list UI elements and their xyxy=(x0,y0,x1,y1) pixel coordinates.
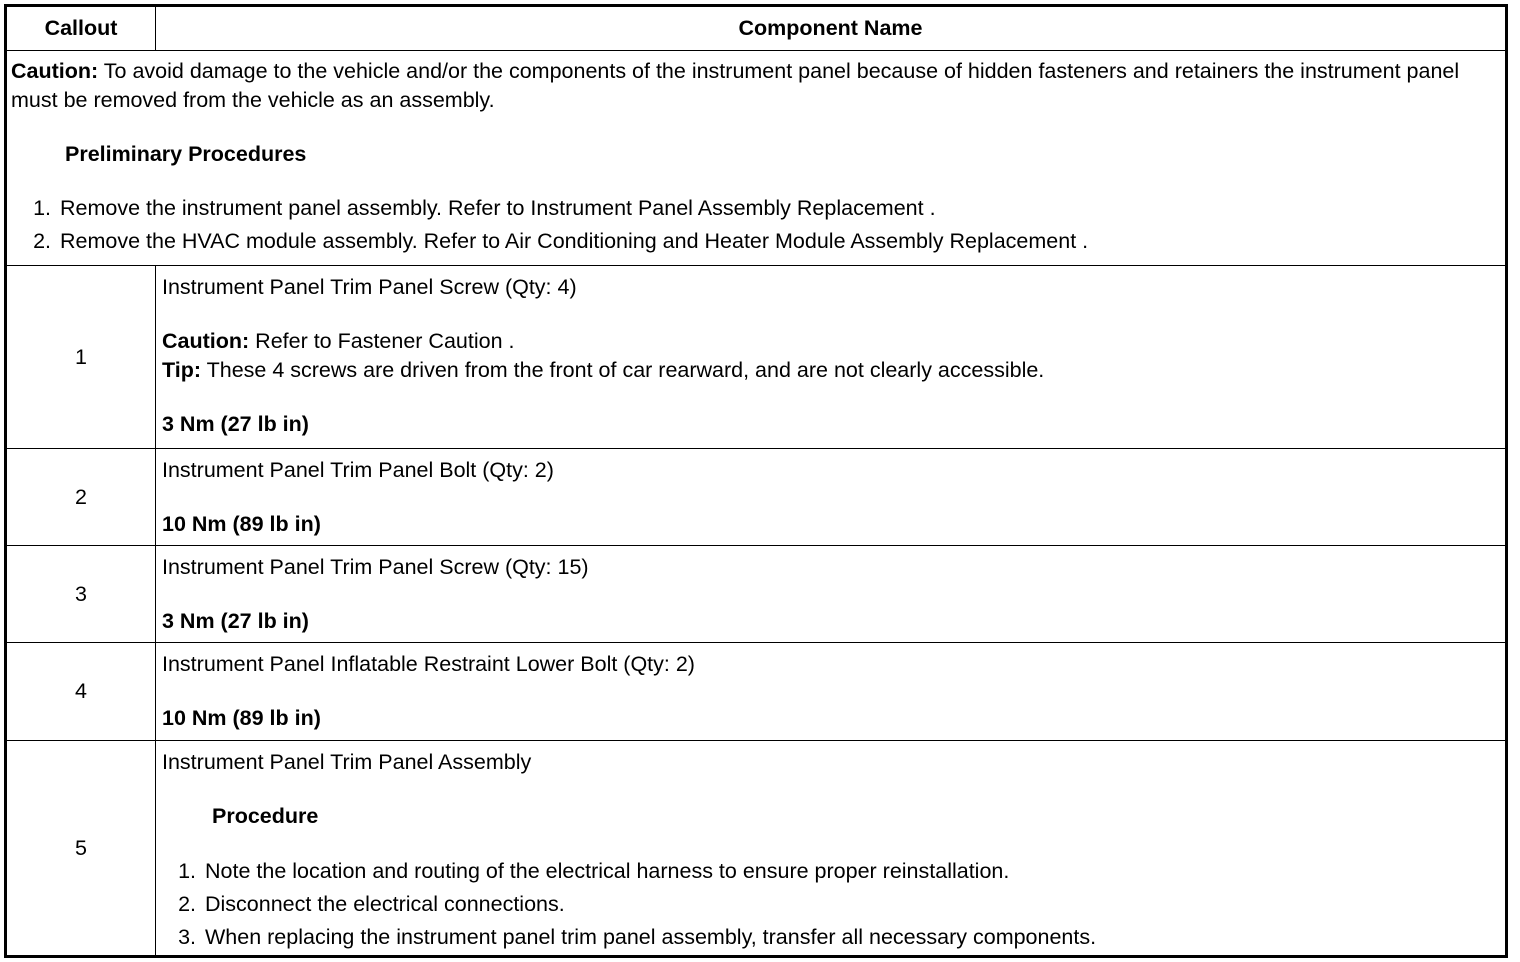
table-row xyxy=(7,741,1505,955)
component-name-header: Component Name xyxy=(738,16,923,40)
torque-spec: 10 Nm (89 lb in) xyxy=(162,512,321,536)
callout-number: 4 xyxy=(7,643,156,740)
table-row xyxy=(7,643,1505,741)
header-row xyxy=(7,7,1505,51)
component-name: Instrument Panel Trim Panel Screw (Qty: 4) xyxy=(162,275,577,299)
list-item: 1. Note the location and routing of the electrical harness to ensure proper reinstallation. xyxy=(178,859,1010,883)
component-table xyxy=(4,4,1508,958)
callout-number: 3 xyxy=(7,546,156,642)
component-name: Instrument Panel Trim Panel Bolt (Qty: 2) xyxy=(162,458,554,482)
component-name: Instrument Panel Trim Panel Screw (Qty: 15) xyxy=(162,555,589,579)
preliminary-heading: Preliminary Procedures xyxy=(65,142,307,166)
torque-spec: 10 Nm (89 lb in) xyxy=(162,706,321,730)
row-tip: Tip: These 4 screws are driven from the front of car rearward, and are not clearly accessible. xyxy=(162,358,1045,382)
callout-number: 1 xyxy=(7,266,156,448)
procedure-heading: Procedure xyxy=(212,804,319,828)
intro-caution xyxy=(11,57,1505,115)
callout-number: 2 xyxy=(7,449,156,545)
preliminary-steps xyxy=(11,192,1505,258)
list-item: 2. Disconnect the electrical connections. xyxy=(178,892,565,916)
callout-number: 5 xyxy=(7,741,156,955)
torque-spec: 3 Nm (27 lb in) xyxy=(162,412,309,436)
callout-header: Callout xyxy=(7,7,156,50)
row-caution: Caution: Refer to Fastener Caution . xyxy=(162,329,515,353)
table-row xyxy=(7,449,1505,546)
list-item: 1. Remove the instrument panel assembly. Refer to Instrument Panel Assembly Replacement . xyxy=(33,196,936,220)
caution-text: To avoid damage to the vehicle and/or the components of the instrument panel because of hidden fasteners and retainers the instrument panel must be removed from the vehicle as an assembly. xyxy=(11,59,1460,112)
caution-label: Caution: xyxy=(11,59,99,83)
table-row xyxy=(7,266,1505,449)
list-item: 3. When replacing the instrument panel trim panel assembly, transfer all necessary components. xyxy=(178,925,1097,949)
torque-spec: 3 Nm (27 lb in) xyxy=(162,609,309,633)
list-item: 2. Remove the HVAC module assembly. Refer to Air Conditioning and Heater Module Assembly Replacement . xyxy=(33,229,1089,253)
intro-row xyxy=(7,51,1505,266)
component-name: Instrument Panel Inflatable Restraint Lower Bolt (Qty: 2) xyxy=(162,652,695,676)
component-name: Instrument Panel Trim Panel Assembly xyxy=(162,750,532,774)
table-row xyxy=(7,546,1505,643)
procedure-steps xyxy=(156,855,1505,954)
